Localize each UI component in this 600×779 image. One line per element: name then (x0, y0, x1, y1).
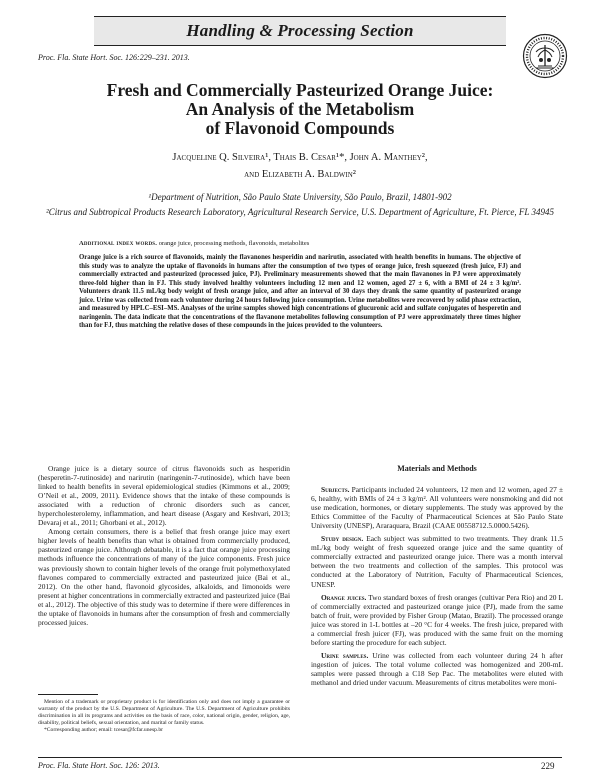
footnote-disclaimer: Mention of a trademark or proprietary product is for identification only and does not imply a guarantee or warranty of the product by the U.S. Department of Agriculture. The U.S. Department of Agriculture prohibits discrimination in all its programs and activities on the basis of race, color, national origin, gender, religion, age, disability, political beliefs, sexual orientation, and marital or family status. (38, 699, 290, 726)
intro-paragraph: Among certain consumers, there is a belief that fresh orange juice may exert higher levels of health benefits than what is obtained from commercially produced, pasteurized orange juice. Although debatable, it is a fact that orange juice processing methods influence the concentrations of many of the juice components. Fresh juice was previously shown to contain higher levels of the orange fruit polymethoxylated flavones compared to commercially extracted and pasteurized juice (Bai et al., 2012). On the other hand, flavonoid glycosides, alkaloids, and limonoids were present at higher concentrations in commercially extracted and pasteurized juice (Bai et al., 2012). The objective of this study was to determine if there were differences in the uptake of flavonoids in humans after the consumption of fresh and commercially processed juices. (38, 527, 290, 627)
paragraph-label: Urine samples. (321, 650, 369, 660)
journal-citation: Proc. Fla. State Hort. Soc. 126:229–231. 2013. (38, 53, 190, 62)
affiliation-1: ¹Department of Nutrition, São Paulo State University, São Paulo, Brazil, 14801-902 (148, 192, 452, 202)
paragraph-text: Two standard boxes of fresh oranges (cultivar Pera Rio) and 20 L of commercially extracted and pasteurized orange juice (PJ), made from the same batch of fruit, were provided by Fisher Group (Matao, Brazil). The processed orange juice was stored in 1-L bottles at –20 °C for 4 weeks. The fresh juice, prepared with a commercial fresh juicer (FJ), was produced with the same fruit on the morning before starting the procedure for each subject. (311, 592, 563, 647)
page-number: 229 (541, 761, 555, 771)
keywords-text: orange juice, processing methods, flavonoids, metabolites (157, 240, 310, 247)
section-header (94, 16, 506, 46)
footnote-corresponding-author: *Corresponding author; email: tcesar@fcfar.unesp.br (44, 727, 164, 733)
methods-paragraph (311, 534, 563, 588)
footer-divider (38, 757, 562, 758)
abstract: Orange juice is a rich source of flavonoids, mainly the flavanones hesperidin and narirutin, associated with health benefits in humans. The objective of this study was to analyze the uptake of flavonoids in humans after the consumption of two types of orange juice, fresh squeezed (fresh juice, FJ) and commercially extracted and pasteurized (processed juice, PJ). Preliminary measurements showed that the main flavanones in PJ were approximately three-fold higher than in FJ. This study involved healthy volunteers including 12 men and 12 women, aged 27 ± 6, with a BMI of 24 ± 3 kg/m². Volunteers drank 11.5 mL/kg body weight of fresh orange juice, and after an interval of 30 days they drank the same quantity of pasteurized orange juice. Urine was collected from each volunteer during 24 hours following juice consumption. Urine metabolites were recovered by solid phase extraction, and measured by HPLC–ESI–MS. Analyses of the urine samples showed high concentrations of glucuronic acid and sulfate conjugates of hesperetin and naringenin. The data indicate that the concentrations of the flavanone metabolites following consumption of PJ were approximately three times higher than for FJ, thus matching the relative doses of these compounds in the juices provided to the volunteers. (79, 254, 521, 330)
footnote (38, 699, 290, 734)
authors-line: and Elizabeth A. Baldwin² (244, 169, 356, 180)
keywords (79, 240, 519, 247)
methods-paragraph (311, 593, 563, 647)
title-line: of Flavonoid Compounds (205, 118, 395, 138)
paper-title (40, 81, 560, 138)
footnote-divider (38, 694, 98, 695)
methods-heading: Materials and Methods (397, 464, 477, 473)
paragraph-label: Subjects. (321, 485, 350, 495)
authors (40, 149, 560, 183)
paragraph-label: Study design. (321, 534, 364, 544)
title-line: Fresh and Commercially Pasteurized Orange Juice: (106, 80, 494, 100)
affiliation-2: ²Citrus and Subtropical Products Research Laboratory, Agricultural Research Service, U.S. Department of Agriculture, Ft. Pierce, FL 34945 (46, 206, 554, 217)
paragraph-text: Each subject was submitted to two treatments. They drank 11.5 mL/kg body weight of fresh squeezed orange juice and the same quantity of commercially extracted and pasteurized orange juice. There was a month interval between the two treatments and collection of the samples. This protocol was conducted at the Laboratory of Nutrition, Faculty of Pharmaceutical Sciences, UNESP. (311, 534, 563, 589)
methods-paragraph (311, 485, 563, 530)
florida-state-horticultural-society-seal-icon (522, 33, 568, 79)
authors-line: Jacqueline Q. Silveira¹, Thais B. Cesar¹*, John A. Manthey², (172, 152, 428, 163)
paragraph-text: Participants included 24 volunteers, 12 men and 12 women, aged 27 ± 6, healthy, with BMIs of 24 ± 3 kg/m². All volunteers were nonsmoking and did not use medication, hormones, or dietary supplements. The study was approved by the Ethics Committee of the Faculty of Pharmaceutical Sciences at São Paulo State University (UNESP), Araraquara, Brazil (CAAE 00558712.5.0000.5426). (311, 485, 563, 531)
intro-column (38, 288, 290, 627)
affiliations (40, 192, 560, 221)
keywords-label: Additional index words. (79, 240, 158, 247)
methods-paragraph (311, 651, 563, 687)
intro-paragraph: Orange juice is a dietary source of citrus flavonoids such as hesperidin (hesperetin-7-rutinoside) and narirutin (naringenin-7-rutinoside), which have been linked to health benefits in several epidemiological studies (Kimmons et al., 2009; O’Neil et al., 2009, 2011). Evidence shows that the intake of these compounds is associated with a reduction of chronic disorders such as cancer, hypercholesterolemy, inflammation, and heart disease (Asgary and Keshvari, 2013; Devaraj et al., 2011; Ghorbani et al., 2012). (38, 464, 290, 528)
title-line: An Analysis of the Metabolism (185, 99, 415, 119)
footer-citation: Proc. Fla. State Hort. Soc. 126: 2013. (38, 761, 160, 770)
paragraph-text: Urine was collected from each volunteer during 24 h after ingestion of juices. The total volume collected was homogenized and 200-mL samples were passed through a C18 Sep Pac. The metabolites were eluted with methanol and dried under vacuum. Measurements of citrus metabolites were moni- (311, 650, 564, 687)
paragraph-label: Orange juices. (321, 592, 367, 602)
section-header-text: Handling & Processing Section (186, 21, 414, 40)
methods-column (311, 464, 563, 691)
